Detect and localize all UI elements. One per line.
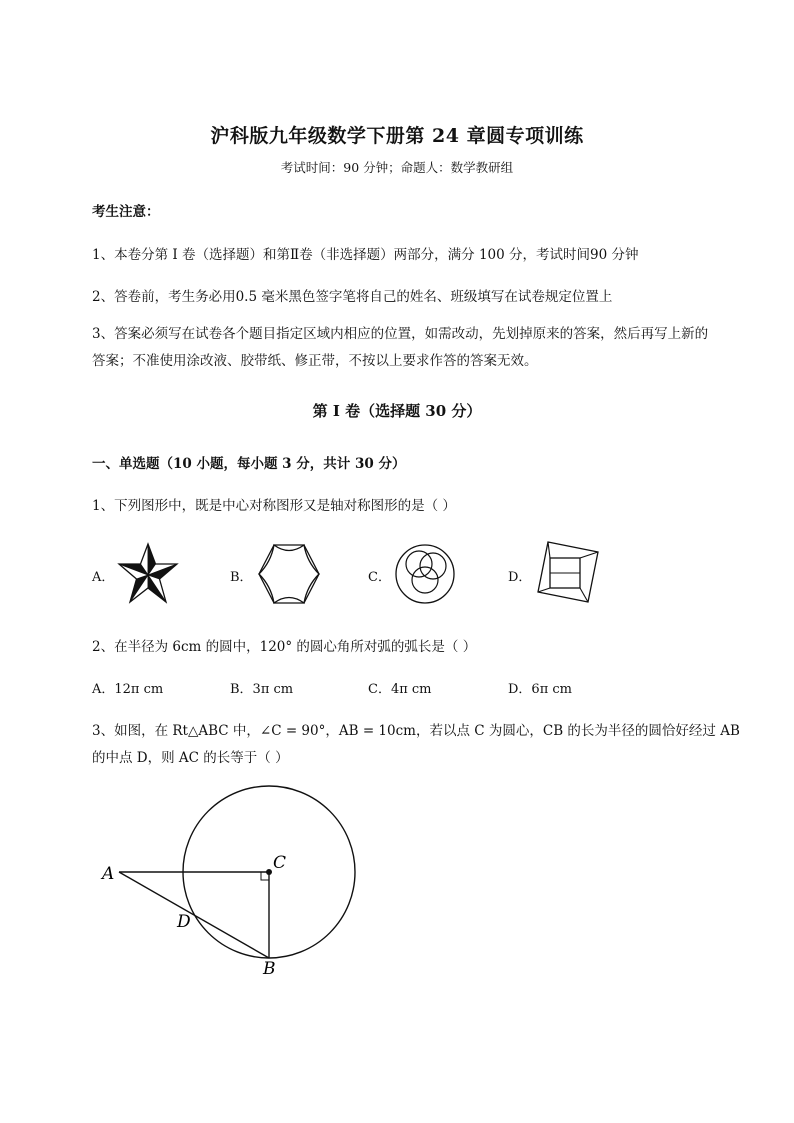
question-2-stem: 2、在半径为 6cm 的圆中，120° 的圆心角所对弧的弧长是（ ） [92, 639, 477, 655]
section-title: 第 I 卷（选择题 30 分） [312, 402, 482, 420]
circles-figure [392, 542, 458, 606]
page-title: 沪科版九年级数学下册第 24 章圆专项训练 [210, 125, 584, 147]
question-1-option-a-label: A． [92, 570, 115, 585]
question-2-option-d: D．6π cm [508, 682, 572, 697]
question-3-stem-line-2: 的中点 D，则 AC 的长等于（ ） [92, 750, 289, 766]
question-1-option-c-label: C． [368, 570, 391, 585]
triangle-circle-figure [90, 780, 380, 980]
question-2-option-a: A．12π cm [92, 682, 164, 697]
hexagon-figure [256, 542, 322, 606]
notice-item-1: 1、本卷分第 I 卷（选择题）和第Ⅱ卷（非选择题）两部分，满分 100 分，考试时间90 分钟 [92, 247, 639, 263]
question-3-stem-line-1: 3、如图，在 Rt△ABC 中，∠C = 90°，AB = 10cm，若以点 C 为圆心，CB 的长为半径的圆恰好经过 AB [92, 723, 740, 739]
notice-heading: 考生注意： [92, 204, 160, 220]
notice-item-3: 3、答案必须写在试卷各个题目指定区域内相应的位置，如需改动，先划掉原来的答案，然后再写上新的答案；不准使用涂改液、胶带纸、修正带，不按以上要求作答的答案无效。 [92, 326, 709, 369]
point-c-label: C [273, 853, 287, 873]
exam-info: 考试时间：90 分钟；命题人：数学教研组 [280, 160, 514, 175]
question-1-stem: 1、下列图形中，既是中心对称图形又是轴对称图形的是（ ） [92, 498, 456, 514]
notice-item-2: 2、答卷前，考生务必用0.5 毫米黑色签字笔将自己的姓名、班级填写在试卷规定位置上 [92, 289, 613, 305]
squares-figure [530, 538, 606, 608]
question-1-option-d-label: D． [508, 570, 532, 585]
point-d-label: D [177, 912, 191, 932]
part-heading: 一、单选题（10 小题，每小题 3 分，共计 30 分） [92, 456, 406, 472]
question-2-option-b: B．3π cm [230, 682, 294, 697]
point-a-label: A [102, 864, 115, 884]
question-1-option-b-label: B． [230, 570, 253, 585]
question-2-option-c: C．4π cm [368, 682, 432, 697]
star-figure [116, 542, 180, 606]
point-b-label: B [263, 959, 276, 979]
